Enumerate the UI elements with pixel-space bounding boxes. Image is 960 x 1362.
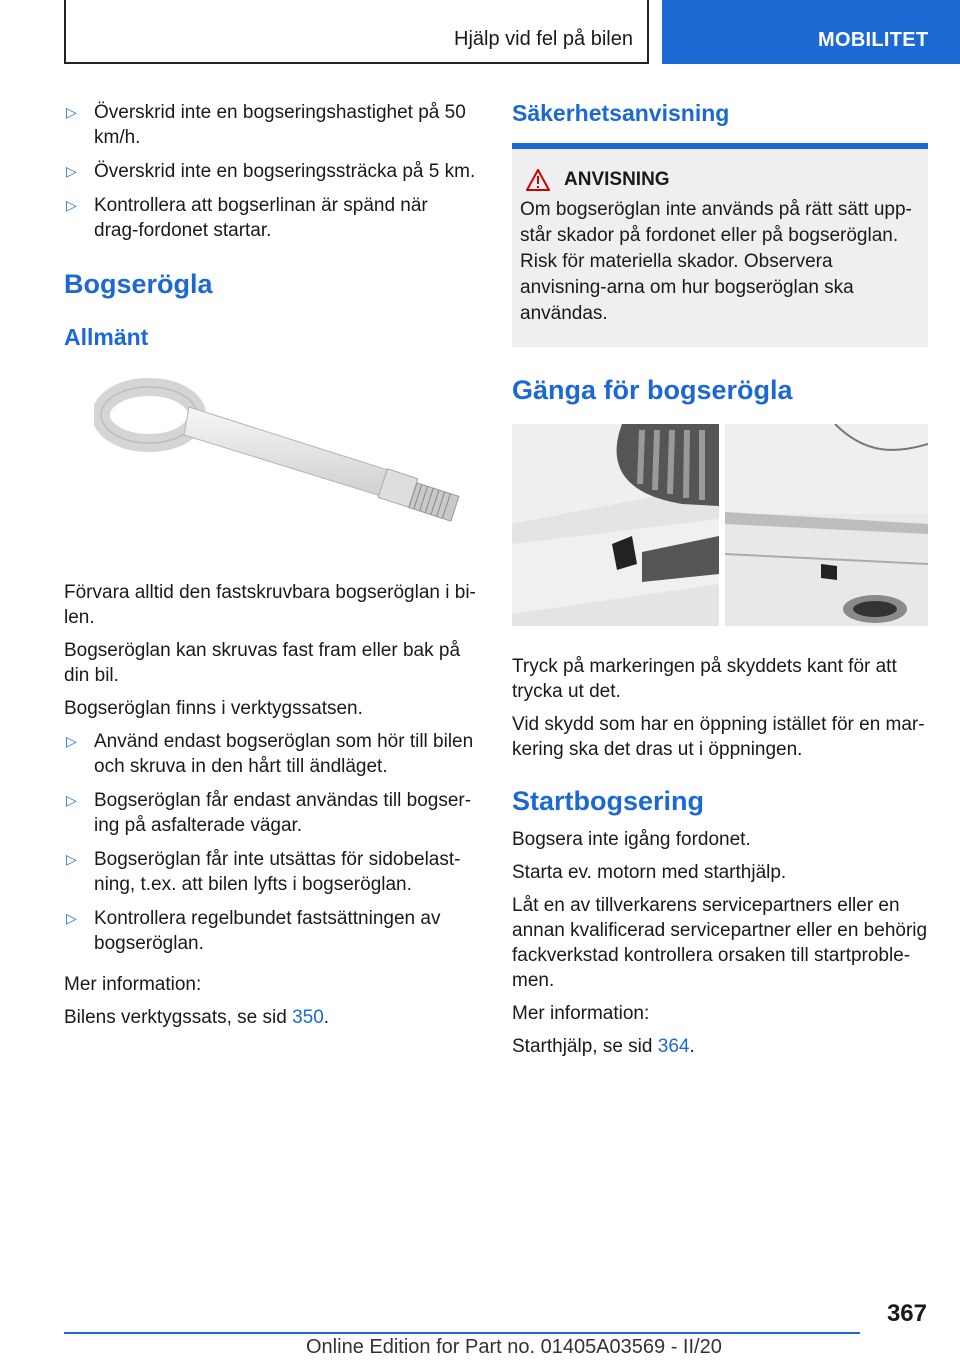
paragraph: Låt en av tillverkarens servicepartners eller en annan kvalificerad servicepartner eller en behörig fackverkstad kontrollera orsaken till startproble-men.: [512, 895, 928, 991]
start-heading: Startbogsering: [512, 786, 705, 816]
paragraph: Förvara alltid den fastskruvbara bogseröglan i bi-len.: [64, 582, 476, 628]
list-item: ▷ Överskrid inte en bogseringshastighet på 50 km/h.: [66, 102, 466, 148]
subsection-heading: Allmänt: [64, 324, 149, 350]
warning-label: ANVISNING: [564, 169, 670, 190]
paragraph: Starta ev. motorn med starthjälp.: [512, 862, 787, 883]
triangle-bullet-icon: ▷: [66, 197, 77, 213]
cross-reference: Starthjälp, se sid 364.: [512, 1036, 695, 1057]
bullet-list: [64, 729, 476, 956]
list-item: ▷ Överskrid inte en bogseringssträcka på 5 km.: [66, 161, 476, 182]
thread-heading: Gänga för bogserögla: [512, 375, 793, 405]
right-column: [512, 100, 928, 1067]
safety-heading: Säkerhetsanvisning: [512, 100, 730, 126]
triangle-bullet-icon: ▷: [66, 910, 77, 926]
bumper-images: [512, 424, 928, 626]
triangle-bullet-icon: ▷: [66, 163, 77, 179]
triangle-bullet-icon: ▷: [66, 792, 77, 808]
section-tab[interactable]: [662, 0, 960, 64]
tow-eye-image: [94, 377, 476, 552]
section-heading: Bogserögla: [64, 269, 213, 299]
front-bumper-image: [512, 424, 719, 626]
more-info-label: Mer information:: [512, 1003, 650, 1024]
more-info-label: Mer information:: [64, 974, 202, 995]
warning-box: [512, 143, 928, 347]
list-item: ▷ Bogseröglan får inte utsättas för sidobelast-ning, t.ex. att bilen lyfts i bogseröglan.: [66, 849, 461, 895]
triangle-bullet-icon: ▷: [66, 851, 77, 867]
list-item: ▷ Kontrollera regelbundet fastsättningen av bogseröglan.: [66, 908, 441, 954]
list-item: ▷ Använd endast bogseröglan som hör till bilen och skruva in den hårt till ändläget.: [66, 731, 474, 777]
page-link[interactable]: 350: [292, 1007, 324, 1028]
paragraph: Bogseröglan kan skruvas fast fram eller bak på din bil.: [64, 640, 461, 686]
paragraph: Vid skydd som har en öppning istället för en mar-kering ska det dras ut i öppningen.: [512, 714, 925, 760]
left-column: [64, 100, 476, 1038]
list-item: ▷ Bogseröglan får endast användas till bogser-ing på asfalterade vägar.: [66, 790, 472, 836]
warning-text: Om bogseröglan inte används på rätt sätt upp-står skador på fordonet eller på bogseröglan. Risk för materiella skador. Observera anvisning-arna om hur bogseröglan ska användas.: [520, 199, 912, 324]
paragraph: Bogseröglan finns i verktygssatsen.: [64, 698, 363, 719]
paragraph: Bogsera inte igång fordonet.: [512, 829, 751, 850]
rear-bumper-image: [725, 424, 928, 626]
paragraph: Tryck på markeringen på skyddets kant för att trycka ut det.: [512, 656, 897, 702]
warning-triangle-icon: [526, 169, 550, 191]
footer-edition: Online Edition for Part no. 01405A03569 - II/20: [306, 1336, 722, 1358]
page-number: 367: [886, 1300, 927, 1327]
list-item: ▷ Kontrollera att bogserlinan är spänd när drag-fordonet startar.: [66, 195, 428, 241]
chapter-title: Hjälp vid fel på bilen: [454, 28, 633, 50]
cross-reference: Bilens verktygssats, se sid 350.: [64, 1007, 330, 1028]
footer-divider: [64, 1332, 860, 1334]
triangle-bullet-icon: ▷: [66, 733, 77, 749]
top-bullet-list: [64, 100, 476, 243]
triangle-bullet-icon: ▷: [66, 104, 77, 120]
header-bar: [64, 0, 649, 64]
section-tab-label: MOBILITET: [818, 29, 929, 51]
page-link[interactable]: 364: [657, 1036, 690, 1057]
